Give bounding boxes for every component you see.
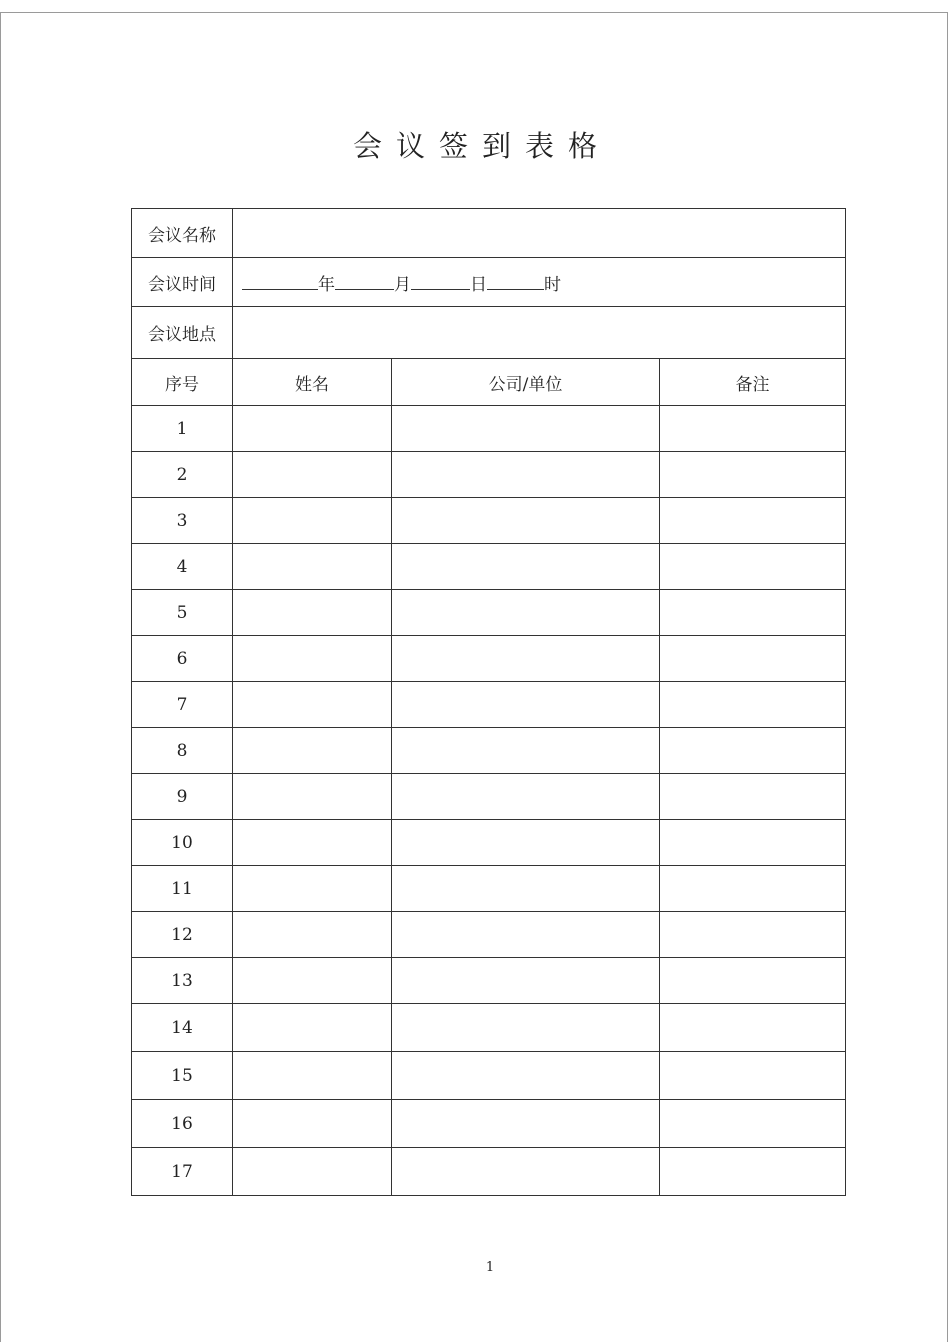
row-company-cell[interactable] (392, 1100, 660, 1148)
row-company-cell[interactable] (392, 912, 660, 958)
table-row (132, 1100, 846, 1148)
signin-table-body (132, 209, 846, 1196)
row-remarks-cell[interactable] (660, 682, 846, 728)
row-index-cell: 15 (132, 1052, 233, 1100)
table-row (132, 1148, 846, 1196)
table-row (132, 636, 846, 682)
meeting-place-field[interactable] (233, 307, 846, 359)
row-remarks-cell[interactable] (660, 1052, 846, 1100)
row-remarks-cell[interactable] (660, 590, 846, 636)
row-remarks-cell[interactable] (660, 544, 846, 590)
row-name-cell[interactable] (233, 636, 392, 682)
row-remarks-cell[interactable] (660, 406, 846, 452)
table-row (132, 682, 846, 728)
table-row (132, 1004, 846, 1052)
row-company-cell[interactable] (392, 820, 660, 866)
row-remarks-cell[interactable] (660, 820, 846, 866)
header-name: 姓名 (233, 359, 392, 406)
row-company-cell[interactable] (392, 636, 660, 682)
day-unit: 日 (470, 274, 487, 295)
row-company-cell[interactable] (392, 544, 660, 590)
row-remarks-cell[interactable] (660, 774, 846, 820)
row-company-cell[interactable] (392, 590, 660, 636)
table-row (132, 866, 846, 912)
row-remarks-cell[interactable] (660, 1148, 846, 1196)
row-remarks-cell[interactable] (660, 498, 846, 544)
header-index: 序号 (132, 359, 233, 406)
row-name-cell[interactable] (233, 544, 392, 590)
row-company-cell[interactable] (392, 728, 660, 774)
row-index-cell: 5 (132, 590, 233, 636)
table-row (132, 820, 846, 866)
row-remarks-cell[interactable] (660, 866, 846, 912)
row-name-cell[interactable] (233, 1052, 392, 1100)
table-row (132, 406, 846, 452)
row-name-cell[interactable] (233, 590, 392, 636)
meeting-place-label: 会议地点 (132, 307, 233, 359)
row-remarks-cell[interactable] (660, 1004, 846, 1052)
row-index-cell: 6 (132, 636, 233, 682)
table-row (132, 1052, 846, 1100)
year-unit: 年 (318, 274, 335, 295)
row-index-cell: 1 (132, 406, 233, 452)
meeting-name-label: 会议名称 (132, 209, 233, 258)
month-unit: 月 (394, 274, 411, 295)
row-remarks-cell[interactable] (660, 958, 846, 1004)
table-row (132, 912, 846, 958)
row-name-cell[interactable] (233, 820, 392, 866)
hour-unit: 时 (544, 274, 561, 295)
row-company-cell[interactable] (392, 498, 660, 544)
row-company-cell[interactable] (392, 866, 660, 912)
row-name-cell[interactable] (233, 1148, 392, 1196)
row-index-cell: 13 (132, 958, 233, 1004)
header-remarks: 备注 (660, 359, 846, 406)
row-name-cell[interactable] (233, 452, 392, 498)
row-remarks-cell[interactable] (660, 728, 846, 774)
page-number: 1 (485, 1260, 495, 1275)
row-remarks-cell[interactable] (660, 636, 846, 682)
table-row (132, 498, 846, 544)
row-remarks-cell[interactable] (660, 452, 846, 498)
row-name-cell[interactable] (233, 958, 392, 1004)
row-index-cell: 2 (132, 452, 233, 498)
row-name-cell[interactable] (233, 682, 392, 728)
row-name-cell[interactable] (233, 1004, 392, 1052)
row-name-cell[interactable] (233, 866, 392, 912)
table-row (132, 958, 846, 1004)
meeting-time-row (132, 258, 846, 307)
row-company-cell[interactable] (392, 1004, 660, 1052)
year-blank[interactable] (242, 275, 318, 290)
row-index-cell: 11 (132, 866, 233, 912)
row-index-cell: 3 (132, 498, 233, 544)
row-index-cell: 14 (132, 1004, 233, 1052)
meeting-time-field[interactable] (233, 258, 846, 307)
meeting-time-label: 会议时间 (132, 258, 233, 307)
row-company-cell[interactable] (392, 1148, 660, 1196)
row-name-cell[interactable] (233, 406, 392, 452)
table-row (132, 774, 846, 820)
month-blank[interactable] (335, 275, 394, 290)
row-index-cell: 9 (132, 774, 233, 820)
day-blank[interactable] (411, 275, 470, 290)
row-company-cell[interactable] (392, 1052, 660, 1100)
row-company-cell[interactable] (392, 682, 660, 728)
row-company-cell[interactable] (392, 958, 660, 1004)
row-index-cell: 10 (132, 820, 233, 866)
meeting-name-field[interactable] (233, 209, 846, 258)
row-index-cell: 16 (132, 1100, 233, 1148)
row-name-cell[interactable] (233, 774, 392, 820)
row-name-cell[interactable] (233, 498, 392, 544)
row-index-cell: 12 (132, 912, 233, 958)
signin-table (131, 208, 846, 1196)
row-index-cell: 8 (132, 728, 233, 774)
meeting-place-row (132, 307, 846, 359)
row-company-cell[interactable] (392, 406, 660, 452)
table-row (132, 452, 846, 498)
row-name-cell[interactable] (233, 1100, 392, 1148)
row-name-cell[interactable] (233, 728, 392, 774)
table-row (132, 544, 846, 590)
row-company-cell[interactable] (392, 774, 660, 820)
row-remarks-cell[interactable] (660, 1100, 846, 1148)
row-index-cell: 4 (132, 544, 233, 590)
row-index-cell: 7 (132, 682, 233, 728)
hour-blank[interactable] (487, 275, 544, 290)
page-title: 会议签到表格 (352, 129, 611, 163)
row-name-cell[interactable] (233, 912, 392, 958)
row-company-cell[interactable] (392, 452, 660, 498)
header-company: 公司/单位 (392, 359, 660, 406)
table-row (132, 728, 846, 774)
row-index-cell: 17 (132, 1148, 233, 1196)
table-row (132, 590, 846, 636)
table-header-row (132, 359, 846, 406)
meeting-name-row (132, 209, 846, 258)
row-remarks-cell[interactable] (660, 912, 846, 958)
